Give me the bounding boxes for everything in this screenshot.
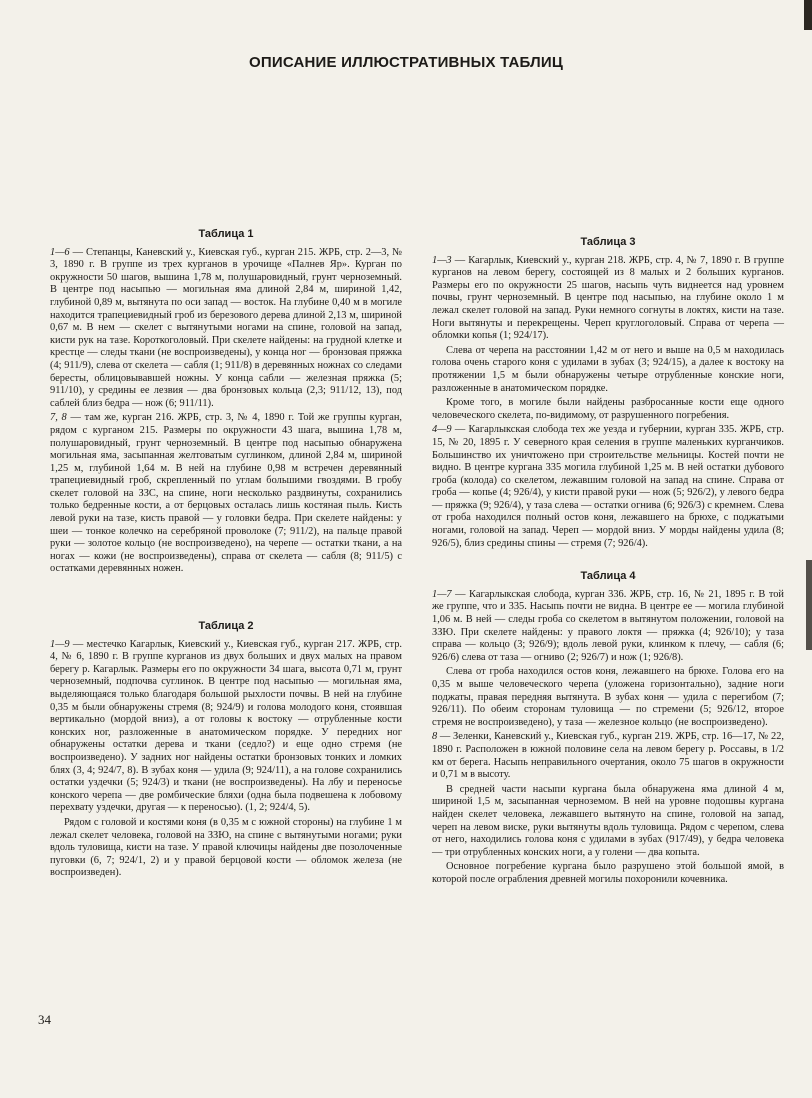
table-3-paragraph-1: Слева от черепа на расстоянии 1,42 м от него и выше на 0,5 м находилась голова очень старого коня с удилами в зубах (3; 924/15), а далее к востоку на протяжении 1,5 м были обнаружены четыре отрубленные конские ноги, разложенные в анатомическом порядке. [432,344,784,394]
entry-text: — Степанцы, Каневский у., Киевская губ., курган 215. ЖРБ, стр. 2—3, № 3, 1890 г. В группе из трех курганов в урочище «Палнев Яр». Курган по окружности 50 шагов, вышина 1,78 м, полушаровидный, грунт черноземный. В центре под насыпью — могильная яма длиной 2,84 м, шириной 1,42, глубиной 0,89 м, вытянута по оси запад — восток. На глубине 0,40 м в могиле находится трапециевидный гроб из березового дерева длиной 2,13 м, шириной 0,67 м. В нем — скелет с вытянутыми ногами на спине, головой на запад, кисти рук на тазе. Короткоголовый. При скелете найдены: на грудной клетке и крестце — следы ткани (не воспроизведены), у конца ног — бронзовая пряжка (4; 911/9), слева от скелета — сабля (1; 911/8) в деревянных ножнах со следами бересты, облицовывавшей ножны. У конца сабли — железная пряжка (5; 911/10), у средины ее лезвия — два бронзовых кольца (2,3; 911/12, 13), под саблей близ бедра — нож (6; 911/11). [50,246,402,409]
scan-edge-mark [806,560,812,650]
right-column [432,236,784,889]
table-1-entry-2 [50,412,402,576]
table-4-entry-2 [432,731,784,781]
table-3-paragraph-2: Кроме того, в могиле были найдены разбросанные кости еще одного человеческого скелета, по-видимому, от разрушенного погребения. [432,397,784,421]
entry-number: 8 [432,731,438,743]
entry-number: 1—6 [50,246,70,258]
table-3-entry-1 [432,255,784,343]
spacer [50,578,402,620]
table-4-heading: Таблица 4 [580,570,636,583]
table-4-paragraph-2: В средней части насыпи кургана была обнаружена яма длиной 4 м, шириной 1,5 м, засыпанная черноземом. В ней на уровне подошвы кургана найден скелет человека, лежавшего вытянуто на спине, головой на запад, череп на левом виске, руки вытянуты вдоль туловища. Рядом с черепом, слева от него, находились голова коня с удилами в зубах (917/49), у бедра человека — три отрубленных конских ноги, а у голени — два копыта. [432,783,784,858]
table-2-heading: Таблица 2 [198,620,254,633]
table-4-entry-1 [432,589,784,665]
entry-number: 1—3 [432,254,452,266]
scan-edge-mark [804,0,812,30]
table-1-heading: Таблица 1 [198,228,254,240]
table-2-entry-1 [50,639,402,815]
entry-number: 7, 8 [50,412,67,424]
table-3-heading: Таблица 3 [580,236,636,248]
table-1-entry-1 [50,247,402,411]
table-4-paragraph-1: Слева от гроба находился остов коня, лежавшего на брюхе. Голова его на 0,35 м выше человеческого черепа (уложена горизонтально), задние ноги поджаты, правая передняя вытянута. В зубах коня — удила с перегибом (7; 926/11). По обеим сторонам туловища — по стремени (5; 926/12, второе стремя не воспроизведено), у таза — железное кольцо (не воспроизведено). [432,666,784,728]
left-column [50,228,402,882]
entry-number: 1—9 [50,638,70,650]
entry-text: — там же, курган 216. ЖРБ, стр. 3, № 4, 1890 г. Той же группы курган, рядом с курганом 215. Размеры по окружности 43 шага, вышина 1,78 м, полушаровидный, грунт черноземный. В центре под насыпью обнаружена могильная яма, засыпанная желтоватым суглинком, длиной 2,84 м, шириной 1,25 м, глубиной 1,64 м. В ней на глубине 0,98 м встречен деревянный трапециевидный гроб, скрепленный по углам большими гвоздями. В гробу скелет головой на ЗЗС, на спине, ноги несколько раздвинуты, сохранились только бедренные кости, а от берцовых осталась лишь костяная пыль. Кисть левой руки на тазе, кисть правой — у головки бедра. При скелете найдены: у шеи — тонкое колечко на серебряной проволоке (7; 911/2), на пальце правой руки — золотое кольцо (не воспроизведено), на черепе — остатки ткани, а на ногах — кожи (не воспроизведены), справа от скелета — сабля (8; 911/5) с остатками деревянных ножен. [50,412,402,575]
entry-text: — Кагарлыкская слобода тех же уезда и губернии, курган 335. ЖРБ, стр. 15, № 20, 1895 г. У северного края селения в группе маленьких курганчиков. Большинство их уничтожено при строительстве мельницы. Костей почти не видно. В центре кургана 335 могила глубиной 1,25 м. В ней остатки дубового гроба (колода) со скелетом, лежавшим головой на запад на спине. Справа от гроба — копье (4; 926/4), у кисти правой руки — нож (5; 926/2), у левого бедра — пряжка (9; 926/4), у таза слева — остатки огнива (6; 926/3) с кремнем. Слева от гроба находился полный остов коня, лежавшего на брюхе, с поджатыми ногами, головой на запад. Череп — мордой вниз. У морды найдены удила (8; 926/5), близ средины спины — стремя (7; 926/4). [432,424,784,549]
entry-number: 4—9 [432,424,452,436]
entry-text: — Кагарлыкская слобода, курган 336. ЖРБ, стр. 16, № 21, 1895 г. В той же группе, что и 335. Насыпь почти не видна. В центре ее — могила глубиной 1,06 м. В ней — следы гроба со скелетом в вытянутом положении, головой на ЗЗЮ. При скелете найдены: у правого локтя — пряжка (4; 926/10); у таза справа — кольцо (3; 926/9); вдоль левой руки, клинком к плечу, — сабля (6; 926/6) слева от таза — огниво (2; 926/7) и нож (1; 926/8). [432,588,784,663]
entry-text: — Зеленки, Каневский у., Киевская губ., курган 219. ЖРБ, стр. 16—17, № 22, 1890 г. Расположен в южной половине села на левом берегу р. Россавы, в 1/2 км от берега. Насыпь неправильного очертания, около 75 шагов в окружности и 0,71 м в высоту. [432,731,784,781]
entry-text: — Кагарлык, Киевский у., курган 218. ЖРБ, стр. 4, № 7, 1890 г. В группе курганов на левом берегу, состоящей из 8 малых и 2 больших курганов. Размеры его по окружности 25 шагов, насыпь чуть виднеется над уровнем почвы, грунт черноземный. В центре под насыпью, на глубине около 1 м лежал скелет головой на запад. Руки немного согнуты в локтях, кисти на тазе. Ноги вытянуты и перекрещены. Череп круглоголовый. Справа от черепа — обломки копья (1; 924/17). [432,254,784,342]
entry-number: 1—7 [432,588,452,600]
table-4-paragraph-3: Основное погребение кургана было разрушено этой большой ямой, в которой после ограбления древней могилы похоронили кочевника. [432,861,784,885]
entry-text: — местечко Кагарлык, Киевский у., Киевская губ., курган 217. ЖРБ, стр. 4, № 6, 1890 г. В группе курганов из двух больших и двух малых на правом берегу р. Кагарлык. Размеры его по окружности 34 шага, высота 0,71 м, грунт черноземный, подпочва суглинок. В центре под насыпью — могильная яма, выделяющаяся только благодаря большой рыхлости почвы. В ней на глубине 0,35 м были обнаружены стремя (8; 924/9) и голова молодого коня, стоявшая вертикально (мордой вниз), а от головы к востоку — отрубленные кости конских ног, разложенные в анатомическом порядке. У передних ног обнаружены остатки дерева и ткани (седло?) и еще одно стремя (не воспроизведено). У задних ног найдены остатки бронзовых тонких и ломких блях (3, 4; 924/7, 8). В зубах коня — удила (9; 924/11), а на голове сохранились остатки уздечки (5; 924/3) и ткани (не воспроизведены). На лбу и переносье конского черепа — две ромбические бляхи (одна была подвешена к лобовому перехвату уздечки, другая — к переносью). (1, 2; 924/4, 5). [50,638,402,814]
spacer [432,552,784,570]
table-2-paragraph: Рядом с головой и костями коня (в 0,35 м с южной стороны) на глубине 1 м лежал скелет человека, головой на ЗЗЮ, на спине с вытянутыми ногами; руки вдоль туловища, кисти на тазе. У правой ключицы найдены две позолоченные пуговки (6, 7; 924/1, 2) и у правой берцовой кости — обломок железа (не воспроизведен). [50,816,402,879]
page-title: ОПИСАНИЕ ИЛЛЮСТРАТИВНЫХ ТАБЛИЦ [249,54,563,71]
page-number: 34 [38,1012,51,1027]
table-3-entry-2 [432,424,784,550]
